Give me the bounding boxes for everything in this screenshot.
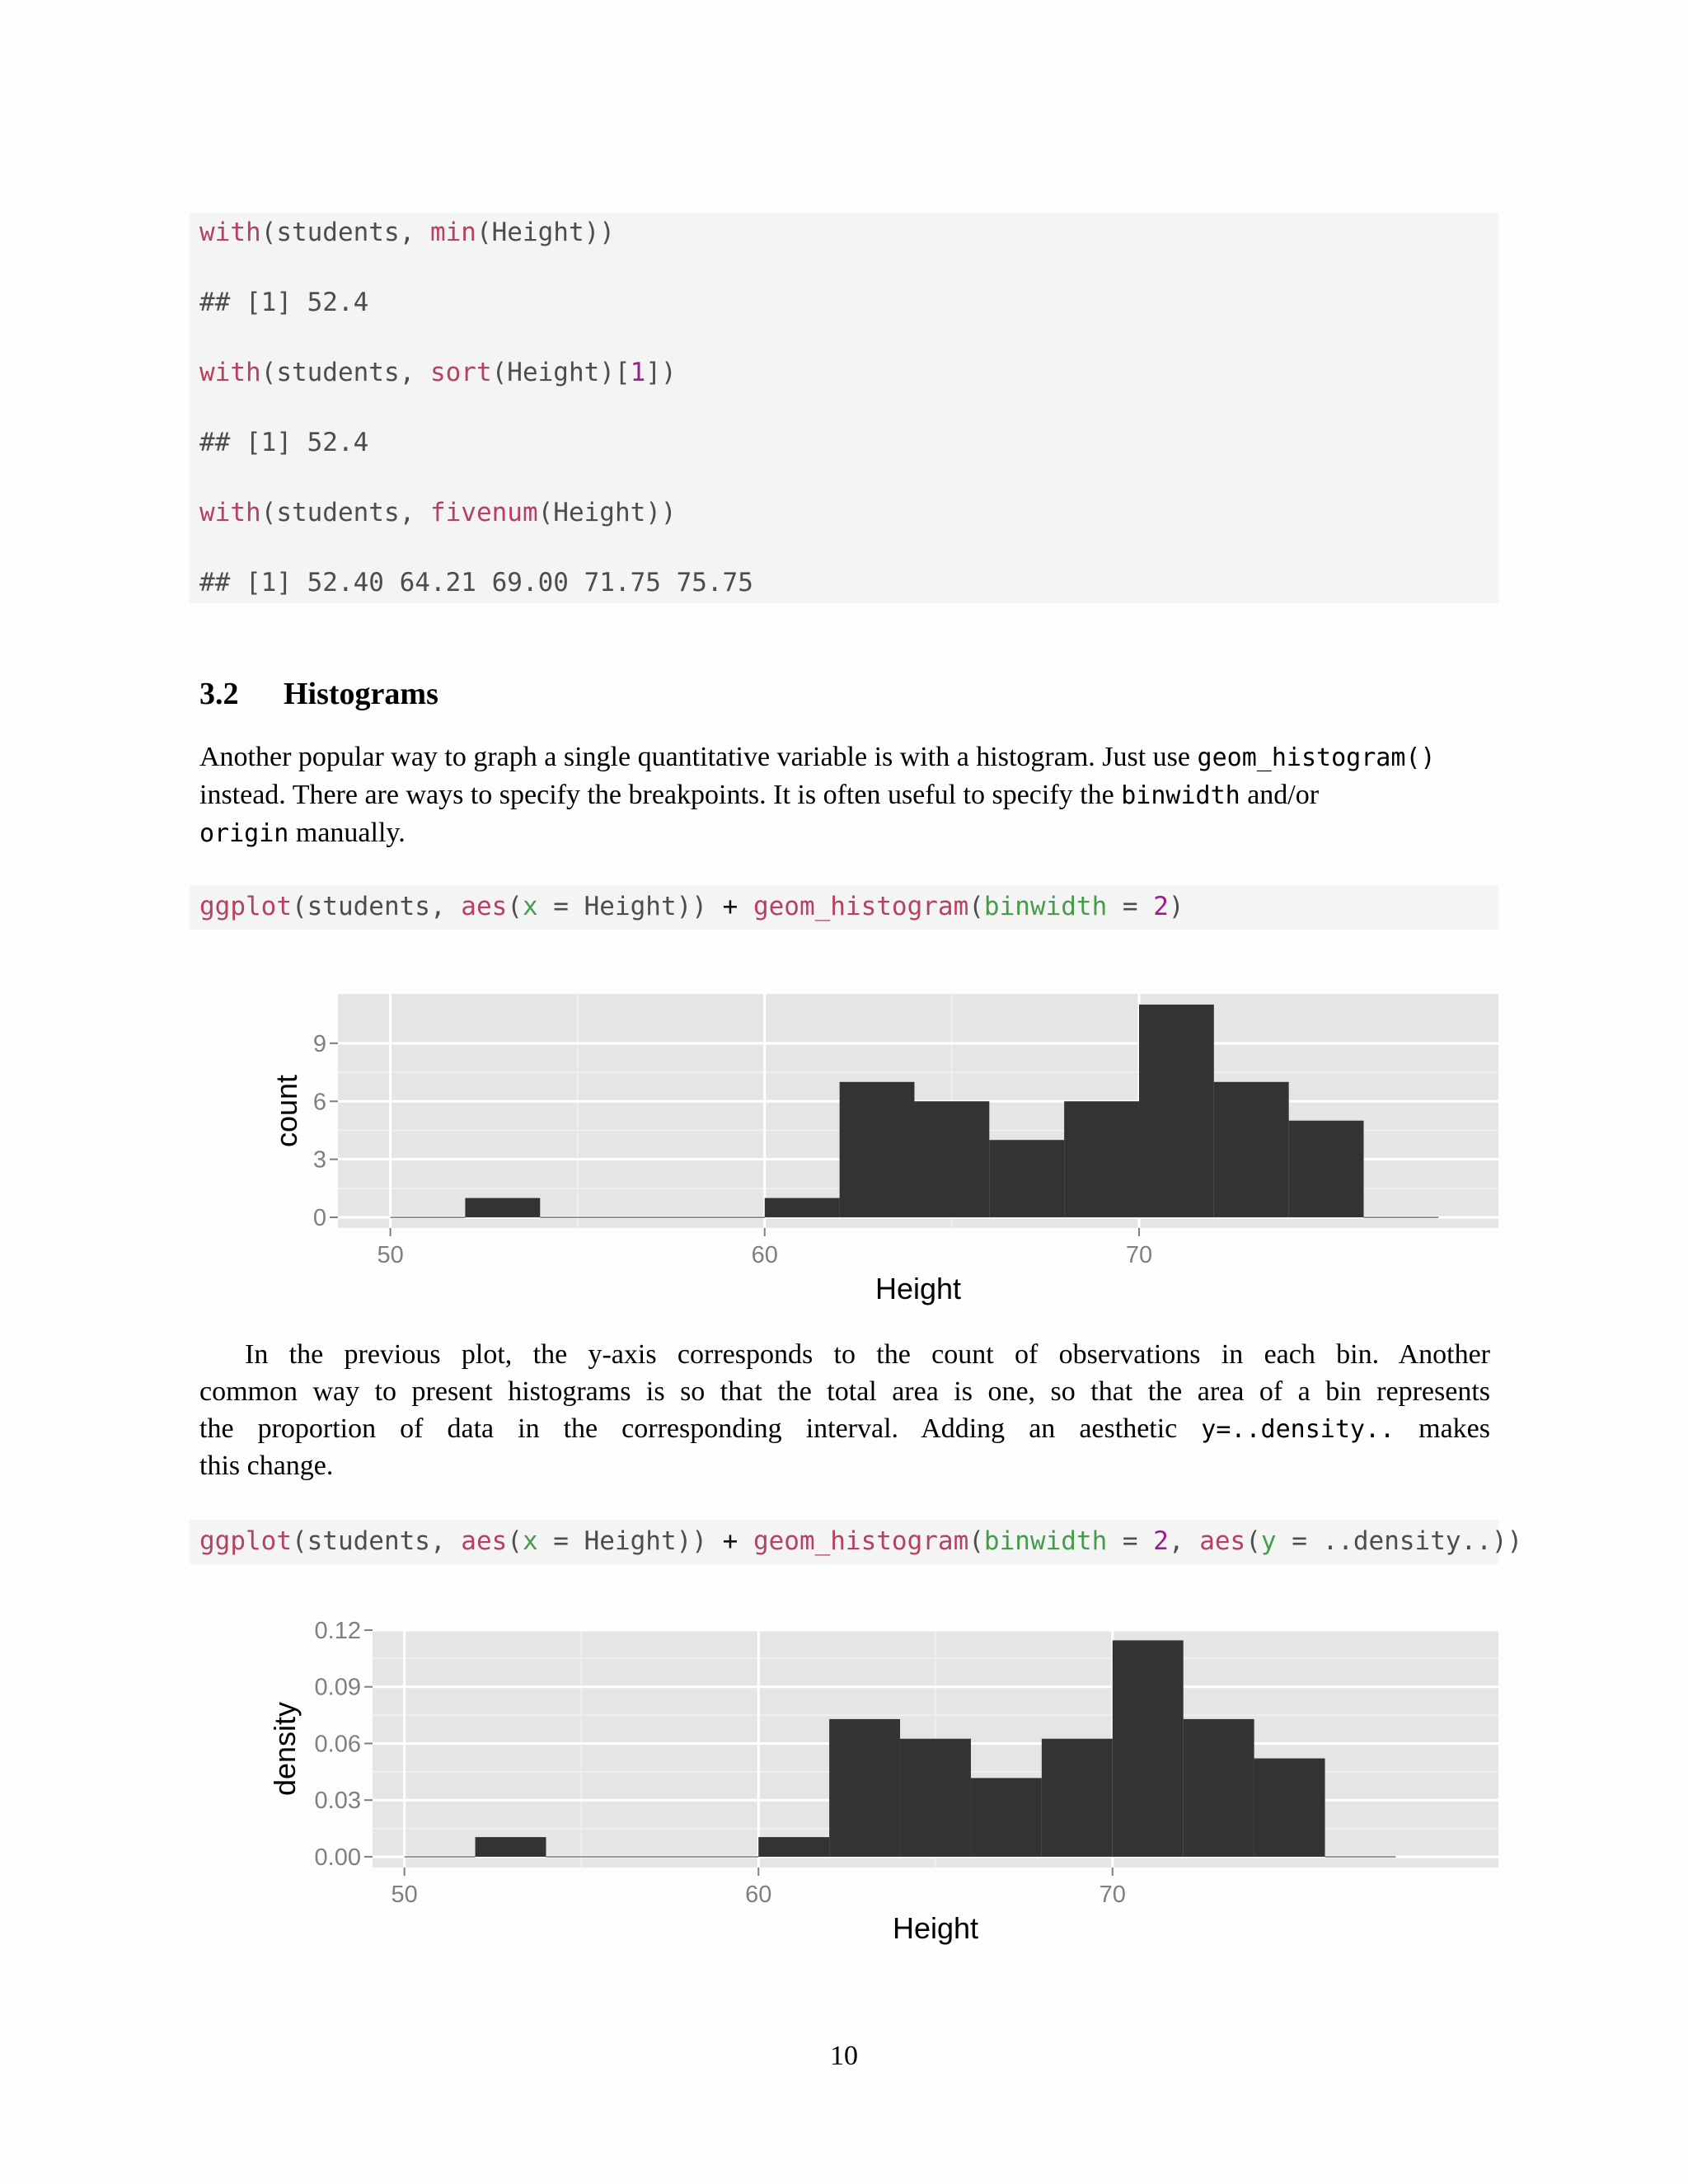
histogram-bar <box>840 1082 915 1217</box>
histogram-bar <box>1289 1121 1364 1217</box>
paragraph-line: instead. There are ways to specify the breakpoints. It is often useful to specify the binwidth and/or <box>199 780 1320 810</box>
x-axis-title: Height <box>874 1272 962 1305</box>
histogram-bar <box>829 1719 900 1857</box>
code-output-line: ## [1] 52.4 <box>199 428 369 457</box>
x-tick-label: 70 <box>1099 1882 1126 1908</box>
x-tick-label: 50 <box>391 1882 418 1908</box>
histogram-bar <box>1064 1101 1139 1217</box>
histogram-bar <box>465 1198 540 1217</box>
paragraph-line: Another popular way to graph a single quantitative variable is with a histogram. Just use geom_histogram() <box>199 742 1436 772</box>
x-tick-label: 70 <box>1125 1242 1153 1268</box>
inline-code: geom_histogram() <box>1197 743 1436 772</box>
y-tick-label: 0.06 <box>314 1731 361 1758</box>
histogram-bar <box>476 1837 546 1857</box>
histogram-bar <box>900 1739 971 1857</box>
histogram-bar <box>914 1101 989 1217</box>
inline-code: binwidth <box>1121 781 1240 810</box>
code-line: with(students, min(Height)) <box>199 218 615 247</box>
histogram-bar <box>1214 1082 1289 1217</box>
histogram-bar <box>1042 1739 1113 1857</box>
x-tick-label: 50 <box>377 1242 404 1268</box>
code-block-density-histogram <box>190 1520 1523 1564</box>
section-heading <box>199 676 438 712</box>
y-tick-label: 0.12 <box>314 1618 361 1644</box>
histogram-density-chart <box>0 1599 1688 1945</box>
y-axis-title: count <box>270 1074 303 1148</box>
histogram-bar <box>1184 1719 1254 1857</box>
histogram-bar <box>989 1140 1064 1217</box>
y-axis-title: density <box>268 1701 302 1797</box>
inline-code: origin <box>199 819 289 848</box>
code-block-histogram <box>190 885 1498 930</box>
code-output-line: ## [1] 52.4 <box>199 288 369 317</box>
y-tick-label: 0.09 <box>314 1674 361 1701</box>
x-tick-label: 60 <box>751 1242 778 1268</box>
histogram-bar <box>1254 1759 1325 1857</box>
y-tick-label: 0 <box>312 1205 326 1232</box>
code-line: with(students, fivenum(Height)) <box>199 498 677 527</box>
x-axis-title: Height <box>892 1911 979 1945</box>
paragraph-line: common way to present histograms is so that the total area is one, so that the area of a bin represents <box>199 1376 1490 1407</box>
code-line: ggplot(students, aes(x = Height)) + geom_histogram(binwidth = 2) <box>199 892 1184 921</box>
y-tick-label: 0.03 <box>314 1788 361 1815</box>
y-tick-label: 6 <box>312 1089 326 1116</box>
histogram-bar <box>971 1778 1042 1857</box>
code-output-line: ## [1] 52.40 64.21 69.00 71.75 75.75 <box>199 568 753 598</box>
histogram-bar <box>1139 1005 1214 1217</box>
histogram-bar <box>1113 1640 1184 1857</box>
code-block-summary <box>190 213 1498 603</box>
histogram-count-chart <box>0 972 1688 1319</box>
inline-code: y=..density.. <box>1201 1415 1395 1444</box>
paragraph-line: the proportion of data in the corresponding interval. Adding an aesthetic y=..density.. makes <box>199 1413 1490 1444</box>
section-title: Histograms <box>284 677 438 711</box>
y-tick-label: 0.00 <box>314 1844 361 1871</box>
y-tick-label: 9 <box>312 1030 326 1057</box>
page-number: 10 <box>830 2041 858 2071</box>
paragraph-histogram-intro <box>199 738 1490 852</box>
section-number: 3.2 <box>199 677 239 711</box>
code-line: with(students, sort(Height)[1]) <box>199 358 677 387</box>
paragraph-line: In the previous plot, the y-axis corresponds to the count of observations in each bin. Another <box>245 1339 1490 1370</box>
histogram-bar <box>765 1198 840 1217</box>
paragraph-density-explanation <box>199 1336 1490 1484</box>
paragraph-line: origin manually. <box>199 818 406 848</box>
histogram-bar <box>758 1837 829 1857</box>
paragraph-line: this change. <box>199 1451 334 1481</box>
x-tick-label: 60 <box>745 1882 772 1908</box>
code-line: ggplot(students, aes(x = Height)) + geom_histogram(binwidth = 2, aes(y = ..density..)) <box>199 1526 1523 1556</box>
y-tick-label: 3 <box>312 1146 326 1174</box>
